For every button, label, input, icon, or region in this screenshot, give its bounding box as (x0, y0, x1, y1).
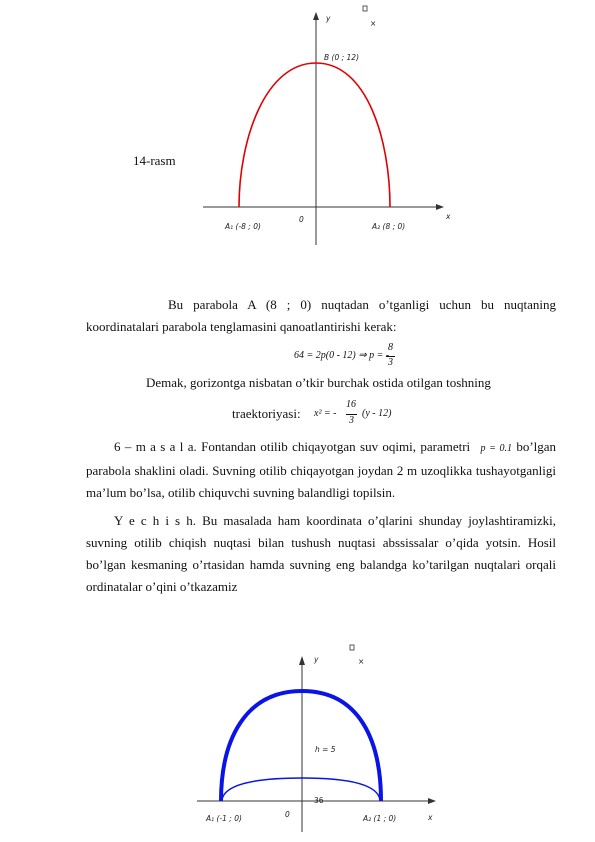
paragraph-1: Bu parabola A (8 ; 0) nuqtadan o’tganligi uchun bu nuqtaning koordinatalari parabola tenglamasini qanoatlantirishi kerak: (86, 297, 556, 334)
paragraph-2: Demak, gorizontga nisbatan o’tkir burchak ostida otilgan toshning (146, 375, 491, 390)
value-label: 36 (314, 796, 324, 805)
formula-1-numerator: 8 (388, 342, 393, 353)
height-label: h = 5 (315, 745, 336, 754)
cross-mark-icon: × (358, 657, 365, 666)
x-axis-arrow (428, 798, 436, 804)
problem-6-text-cont: bo’lgan parabola shaklini oladi. Suvning otilib chiqayotgan joydan 2 m uzoqlikka tushayotganligi ma’lum bo’lsa, otilib chiquvchi suvning balandligi topilsin. (86, 439, 557, 500)
formula-1-body: 64 = 2p(0 - 12) ⇒ p = - (294, 350, 390, 361)
small-mark-icon (350, 645, 354, 650)
formula-1-denominator: 3 (388, 357, 393, 368)
y-axis-arrow (299, 656, 305, 665)
origin-label: 0 (285, 810, 290, 819)
formula-2-tail: (y - 12) (362, 408, 392, 419)
problem-6-text: 6 – m a s a l a. Fontandan otilib chiqayotgan suv oqimi, parametri (114, 439, 471, 454)
paragraph-5: Y e c h i s h. Bu masalada ham koordinata o’qlarini shunday joylashtiramizki, suvning otilib chiqish nuqtasi bilan tushush nuqtasi abssissalar o’qida yotsin. Hosil bo’lgan kesmaning o’rtasidan hamda suvning eng balandga ko’tarilgan nuqtalari orqali ordinatalar o’qini o’tkazamiz (86, 513, 556, 594)
formula-2-body: x² = - (314, 408, 337, 419)
outer-parabola-curve (221, 691, 381, 801)
cross-mark-icon: × (370, 19, 377, 28)
point-a2-label: A₂ (8 ; 0) (372, 222, 406, 231)
traektoriya-label: traektoriyasi: (232, 406, 301, 421)
origin-label: 0 (299, 215, 304, 224)
point-a1-label: A₁ (-1 ; 0) (206, 814, 242, 823)
formula-2-numerator: 16 (346, 399, 356, 410)
inner-parabola-curve (222, 778, 380, 800)
figure-1-caption: 14-rasm (133, 153, 176, 168)
point-a1-label: A₁ (-8 ; 0) (225, 222, 261, 231)
parameter-formula: p = 0.1 (480, 443, 512, 454)
point-b-label: B (0 ; 12) (324, 53, 359, 62)
x-axis-label: x (428, 813, 433, 822)
formula-2-denominator: 3 (349, 415, 354, 426)
y-axis-label: y (326, 14, 331, 23)
y-axis-label: y (314, 655, 319, 664)
x-axis-label: x (446, 212, 451, 221)
point-a2-label: A₂ (1 ; 0) (363, 814, 397, 823)
